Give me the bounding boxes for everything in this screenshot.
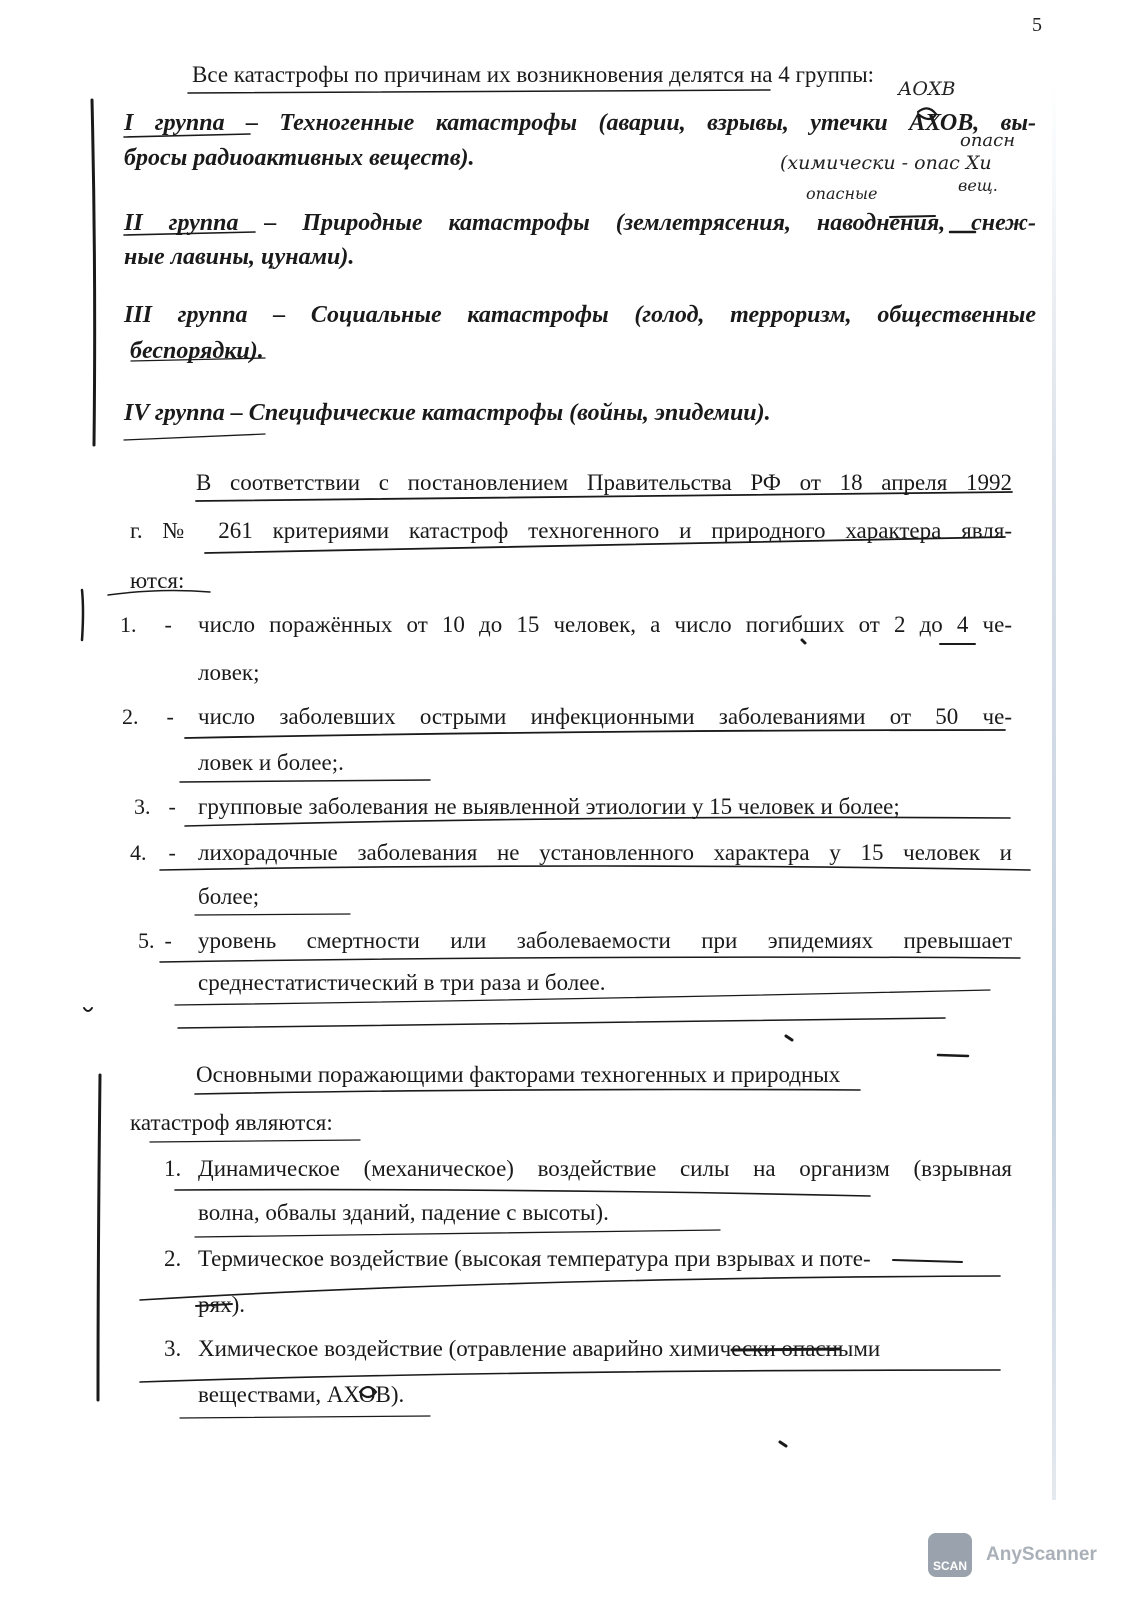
group-4-line-1: IV группа – Специфические катастрофы (войны, эпидемии). (124, 400, 771, 426)
factor-3-line-1: Химическое воздействие (отравление аварийно химически опасными (198, 1336, 881, 1361)
criterion-4-line-1: лихорадочные заболевания не установленного характера у 15 человек и (198, 840, 1012, 865)
factors-intro-line-2: катастроф являются: (130, 1110, 333, 1135)
handwritten-note-4: опасные (806, 184, 878, 203)
resolution-line-3: ются: (130, 568, 185, 593)
group-3-line-2: беспорядки). (130, 338, 264, 364)
criterion-3-line-1: групповые заболевания не выявленной этиологии у 15 человек и более; (198, 794, 900, 819)
criterion-5-line-2: среднестатистический в три раза и более. (198, 970, 606, 995)
criterion-3-marker: 3. - (134, 794, 176, 819)
factor-3-number: 3. (164, 1336, 182, 1361)
handwritten-note-2: (химически - опас Хи (780, 152, 992, 174)
criterion-2-line-2: ловек и более;. (198, 750, 344, 775)
criterion-4-marker: 4. - (130, 840, 176, 865)
factor-1-number: 1. (164, 1156, 182, 1181)
factor-2-line-1: Термическое воздействие (высокая температура при взрывах и поте- (198, 1246, 871, 1271)
handwritten-note-3: вещ. (958, 176, 998, 195)
intro-line: Все катастрофы по причинам их возникновения делятся на 4 группы: (192, 62, 875, 87)
factor-2-number: 2. (164, 1246, 182, 1271)
criterion-5-line-1: уровень смертности или заболеваемости при эпидемиях превышает (198, 928, 1012, 953)
scan-logo-icon: SCAN (928, 1533, 972, 1577)
handwritten-note-aohv: АОХВ (898, 78, 956, 100)
group-3-line-1: III группа – Социальные катастрофы (голод, терроризм, общественные (124, 302, 1036, 328)
criterion-4-line-2: более; (198, 884, 260, 909)
factor-3-line-2: веществами, АХОВ). (198, 1382, 405, 1407)
group-1-line-1: I группа – Техногенные катастрофы (аварии, взрывы, утечки АХОВ, вы- (124, 110, 1036, 136)
criterion-1-line-2: ловек; (198, 660, 260, 685)
factors-intro-line-1: Основными поражающими факторами техногенных и природных (196, 1062, 841, 1087)
criterion-2-marker: 2. - (122, 704, 174, 729)
criterion-1-line-1: число поражённых от 10 до 15 человек, а число погибших от 2 до 4 че- (198, 612, 1012, 637)
anyscanner-watermark (928, 1533, 1097, 1577)
group-2-line-2: ные лавины, цунами). (124, 244, 355, 270)
factor-1-line-1: Динамическое (механическое) воздействие силы на организм (взрывная (198, 1156, 1012, 1181)
scan-edge (1052, 80, 1056, 1500)
scanner-app-name: AnyScanner (986, 1544, 1097, 1565)
criterion-1-marker: 1. - (120, 612, 172, 637)
group-1-line-2: бросы радиоактивных веществ). (124, 145, 475, 171)
factor-1-line-2: волна, обвалы зданий, падение с высоты). (198, 1200, 609, 1225)
criterion-5-marker: 5. - (138, 928, 172, 953)
resolution-line-2: г. № 261 критериями катастроф техногенного и природного характера явля- (130, 518, 1012, 543)
criterion-2-line-1: число заболевших острыми инфекционными заболеваниями от 50 че- (198, 704, 1012, 729)
resolution-line-1: В соответствии с постановлением Правительства РФ от 18 апреля 1992 (196, 470, 1012, 495)
factor-2-line-2: рях). (198, 1292, 245, 1317)
page-number: 5 (1032, 14, 1042, 36)
group-2-line-1: II группа – Природные катастрофы (землетрясения, наводнения, снеж- (124, 210, 1036, 236)
handwritten-note-1: опасн (960, 130, 1016, 151)
